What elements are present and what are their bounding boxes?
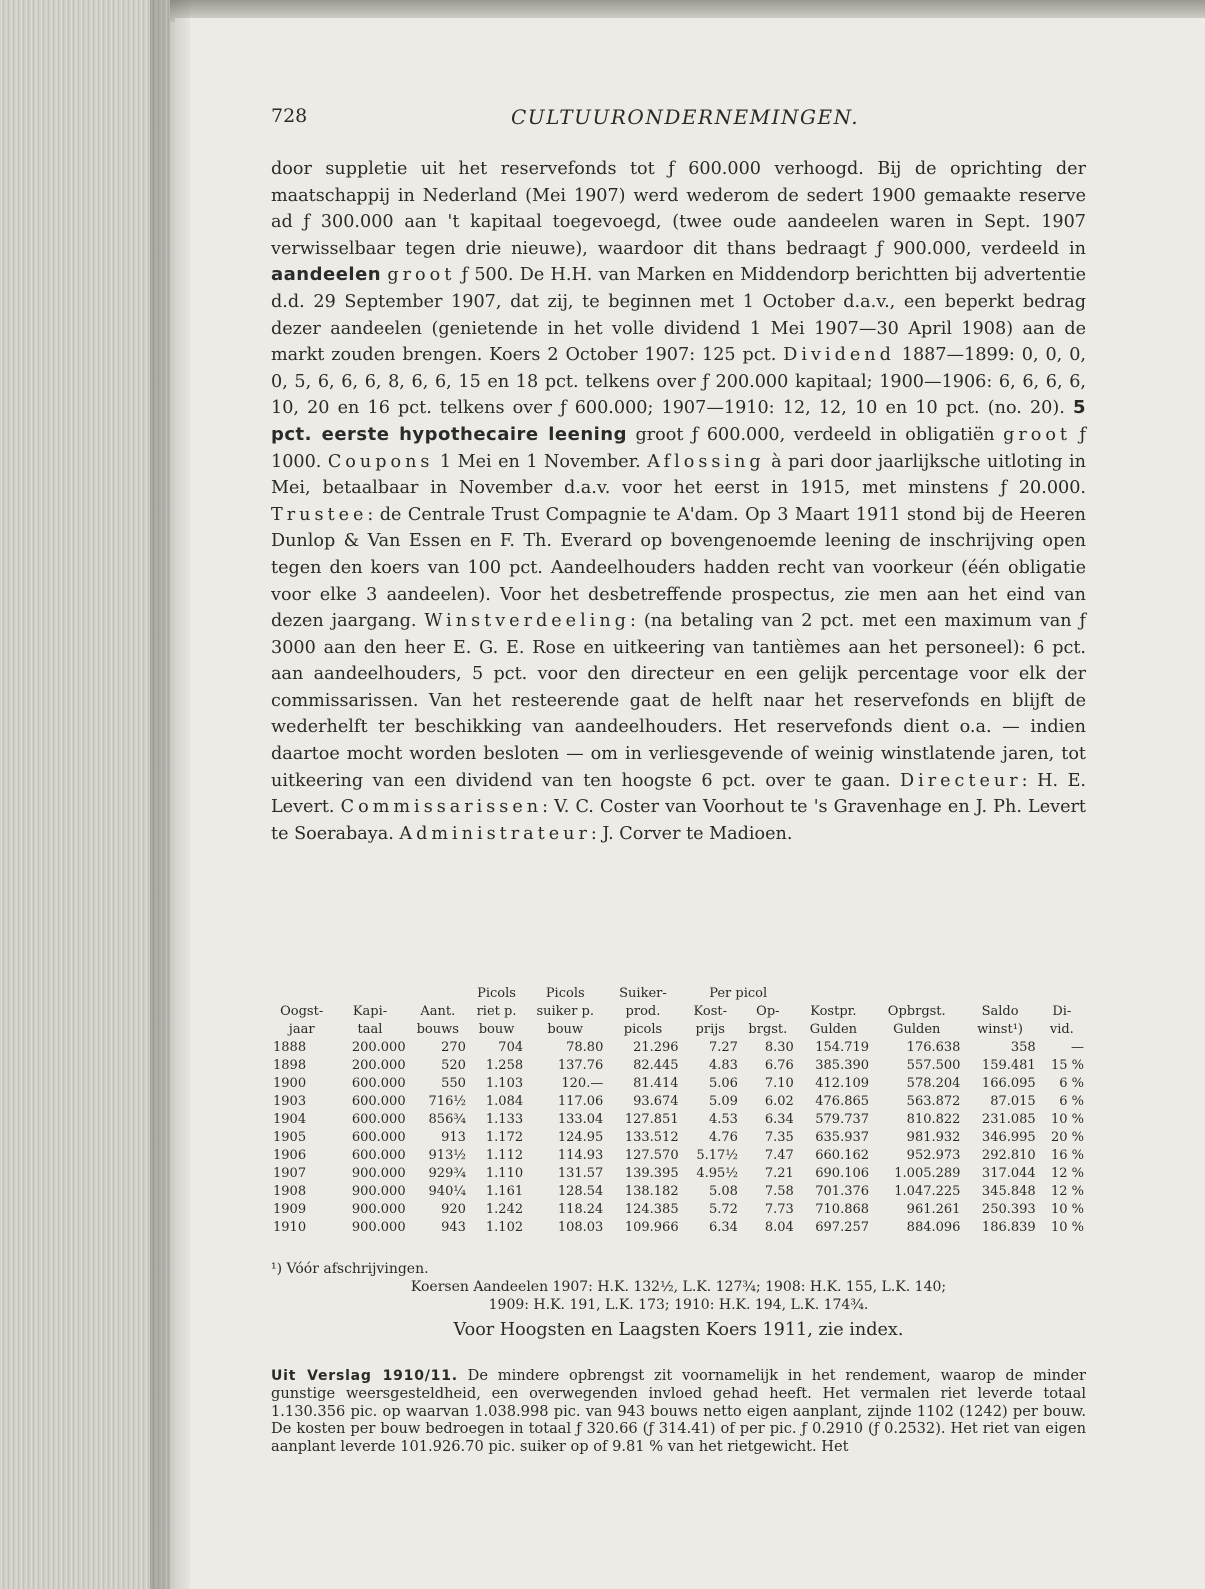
table-cell: 600.000	[351, 1076, 406, 1091]
table-cell: 600.000	[351, 1148, 406, 1163]
table-row	[271, 1219, 1086, 1237]
table-cell: 856¾	[428, 1112, 466, 1127]
table-cell: 952.973	[906, 1148, 961, 1163]
spaced-term: Dividend	[783, 345, 895, 366]
table-cell: 660.162	[815, 1148, 870, 1163]
table-cell: 292.810	[981, 1148, 1036, 1163]
table-cell: 900.000	[351, 1166, 406, 1181]
spaced-term: Administrateur	[399, 823, 591, 844]
table-cell: 600.000	[351, 1112, 406, 1127]
table-cell: 12 %	[1050, 1166, 1084, 1181]
table-cell: 128.54	[557, 1184, 604, 1199]
body-text: 1887—1899: 0, 0, 0, 0, 5, 6, 6, 6, 8, 6, 6, 15 en 18 pct. telkens over ƒ 200.000 kapitaal; 1900—1906: 6, 6, 6, 6, 10, 20 en 16 pct. telkens over ƒ 600.000; 1907—1910: 12, 12, 10 en 10 pct. (no. 20).	[271, 345, 1086, 419]
table-cell: 563.872	[906, 1094, 961, 1109]
table-cell: 1.110	[485, 1166, 524, 1181]
table-cell: Gulden	[893, 1022, 941, 1037]
table-cell: 154.719	[815, 1040, 870, 1055]
table-cell: taal	[357, 1022, 383, 1037]
table-cell: 139.395	[624, 1166, 679, 1181]
table-cell: 138.182	[624, 1184, 679, 1199]
table-cell: 1888	[273, 1040, 307, 1055]
table-cell: 200.000	[351, 1040, 406, 1055]
table-cell: 7.58	[764, 1184, 794, 1199]
table-cell: 550	[441, 1076, 466, 1091]
table-cell: 1.084	[485, 1094, 524, 1109]
table-cell: Kapi-	[352, 1004, 388, 1019]
spaced-term: Coupons	[327, 451, 434, 472]
table-cell: winst¹)	[977, 1022, 1023, 1037]
table-cell: 317.044	[981, 1166, 1036, 1181]
body-text: : J. Corver te Madioen.	[590, 823, 793, 844]
table-row	[271, 1021, 1086, 1039]
spaced-term: groot	[387, 265, 456, 286]
table-cell: 913	[441, 1130, 466, 1145]
table-cell: 704	[498, 1040, 524, 1055]
table-cell: 578.204	[906, 1076, 961, 1091]
table-cell: 21.296	[633, 1040, 679, 1055]
table-cell: 600.000	[351, 1094, 406, 1109]
table-cell: bouw	[547, 1022, 584, 1037]
table-cell: prijs	[695, 1022, 725, 1037]
table-cell	[332, 985, 407, 1003]
table-cell: 557.500	[906, 1058, 961, 1073]
table-cell: 108.03	[557, 1220, 604, 1235]
table-cell: 1905	[273, 1130, 307, 1145]
table-cell: 270	[441, 1040, 466, 1055]
verslag-paragraph	[271, 1367, 1086, 1455]
table-cell: 15 %	[1050, 1058, 1084, 1073]
table-cell: bouws	[416, 1022, 459, 1037]
table-cell: prod.	[625, 1004, 661, 1019]
table-cell: 358	[1010, 1040, 1036, 1055]
body-text: : H. E. Levert.	[271, 770, 1087, 818]
table-cell: 900.000	[351, 1220, 406, 1235]
table-cell: 124.95	[557, 1130, 604, 1145]
table-cell	[796, 985, 871, 1003]
table-cell: 1.133	[485, 1112, 524, 1127]
body-paragraph	[271, 156, 1086, 847]
table-cell: 1908	[273, 1184, 307, 1199]
table-row	[271, 1183, 1086, 1201]
table-cell	[271, 985, 332, 1003]
table-cell: 7.47	[764, 1148, 794, 1163]
spaced-term: Aflossing	[647, 451, 765, 472]
table-cell: 346.995	[981, 1130, 1036, 1145]
table-cell: 6.34	[708, 1220, 738, 1235]
table-cell: 940¼	[428, 1184, 466, 1199]
table-cell: Suiker-	[619, 986, 667, 1001]
table-cell: 133.04	[557, 1112, 604, 1127]
table-cell: 476.865	[815, 1094, 870, 1109]
table-cell: 716½	[428, 1094, 466, 1109]
table-cell: 159.481	[981, 1058, 1036, 1073]
table-cell: 900.000	[351, 1184, 406, 1199]
table-cell: 579.737	[815, 1112, 870, 1127]
verslag-label: Uit Verslag 1910/11.	[271, 1368, 458, 1384]
table-cell: 520	[441, 1058, 466, 1073]
table-cell: 929¾	[428, 1166, 466, 1181]
table-cell: 345.848	[981, 1184, 1036, 1199]
table-cell: Opbrgst.	[887, 1004, 946, 1019]
table-cell: 690.106	[815, 1166, 870, 1181]
table-cell: 920	[441, 1202, 466, 1217]
table-cell: Oogst-	[280, 1004, 324, 1019]
table-cell: picols	[623, 1022, 663, 1037]
table-row	[271, 1111, 1086, 1129]
table-cell	[962, 985, 1037, 1003]
table-cell: 900.000	[351, 1202, 406, 1217]
bold-term-aandeelen: aandeelen	[271, 264, 382, 286]
table-cell: Picols	[477, 986, 516, 1001]
table-row	[271, 1075, 1086, 1093]
spaced-term: groot	[1003, 424, 1072, 445]
table-cell: 114.93	[557, 1148, 604, 1163]
table-cell: Kostpr.	[810, 1004, 857, 1019]
table-cell: 600.000	[351, 1130, 406, 1145]
table-cell: 186.839	[981, 1220, 1036, 1235]
table-cell: 4.83	[708, 1058, 738, 1073]
table-cell: 131.57	[557, 1166, 604, 1181]
body-text: à pari door jaarlijksche uitloting in Mei, betaalbaar in November d.a.v. voor het eerst in 1915, met minstens ƒ 20.000.	[271, 451, 1086, 499]
table-cell: 884.096	[906, 1220, 961, 1235]
spaced-term: Commissarissen	[340, 797, 543, 818]
table-cell: 1906	[273, 1148, 307, 1163]
table-cell: 7.21	[764, 1166, 794, 1181]
table-cell: jaar	[288, 1022, 315, 1037]
spaced-term: Directeur	[900, 770, 1022, 791]
page-number: 728	[271, 105, 308, 127]
body-text: : de Centrale Trust Compagnie te A'dam. Op 3 Maart 1911 stond bij de Heeren Dunlop & Van Essen en F. Th. Everard op bovengenoemde leening de inschrijving open tegen den koers van 100 pct. Aandeelhouders hadden recht van voorkeur (één obligatie voor elke 3 aandeelen). Voor het desbetreffende prospectus, zie men aan het eind van dezen jaargang.	[271, 504, 1086, 632]
table-row	[271, 1129, 1086, 1147]
spaced-term: Trustee	[271, 504, 368, 525]
table-cell: 109.966	[624, 1220, 679, 1235]
table-cell: 81.414	[633, 1076, 679, 1091]
koersen-line: Koersen Aandeelen 1907: H.K. 132½, L.K. 127¾; 1908: H.K. 155, L.K. 140;	[410, 1279, 947, 1295]
table-cell: Aant.	[420, 1004, 456, 1019]
book-page-edges	[0, 0, 170, 1589]
table-cell: 1907	[273, 1166, 307, 1181]
table-cell: 12 %	[1050, 1184, 1084, 1199]
table-cell: 1.242	[485, 1202, 524, 1217]
body-text: : (na betaling van 2 pct. met een maximum van ƒ 3000 aan den heer E. G. E. Rose en uitkeering van tantièmes aan het personeel): 6 pct. aan aandeelhouders, 5 pct. voor den directeur en een gelijk percentage voor elk der commissarissen. Van het resteerende gaat de helft naar het reservefonds en blijft de wederhelft ter beschikking van aandeelhouders. Het reservefonds dient o.a. — indien daartoe mocht worden besloten — om in verliesgevende of weinig winstlatende jaren, tot uitkeering van een dividend van ten hoogste 6 pct. over te gaan.	[271, 611, 1086, 791]
table-cell: 6 %	[1059, 1076, 1084, 1091]
table-cell: 124.385	[624, 1202, 679, 1217]
table-cell: 810.822	[906, 1112, 961, 1127]
table-cell: 5.72	[708, 1202, 738, 1217]
table-cell: 8.30	[764, 1040, 794, 1055]
table-row	[271, 1147, 1086, 1165]
page-header	[271, 105, 1101, 135]
table-cell: 10 %	[1050, 1112, 1084, 1127]
table-cell: 412.109	[815, 1076, 870, 1091]
table-cell: 1.102	[485, 1220, 524, 1235]
table-cell: 913½	[428, 1148, 466, 1163]
table-cell: bouw	[478, 1022, 515, 1037]
table-cell: 137.76	[557, 1058, 604, 1073]
table-cell: 1.103	[485, 1076, 524, 1091]
table-cell: 200.000	[351, 1058, 406, 1073]
table-cell: 1.258	[485, 1058, 524, 1073]
table-cell: Op-	[756, 1004, 780, 1019]
table-row	[271, 985, 1086, 1003]
table-cell: 635.937	[815, 1130, 870, 1145]
table-row	[271, 1165, 1086, 1183]
table-cell: 78.80	[566, 1040, 604, 1055]
table-cell: 4.95½	[696, 1166, 738, 1181]
table-cell: 943	[441, 1220, 466, 1235]
table-cell: 1909	[273, 1202, 307, 1217]
table-cell: 127.851	[624, 1112, 679, 1127]
spaced-term: Winstverdeeling	[424, 611, 630, 632]
body-text: ƒ 500. De H.H. van Marken en Middendorp berichtten bij advertentie d.d. 29 September 1907, dat zij, te beginnen met 1 October d.a.v., een beperkt bedrag dezer aandeelen (genietende in het volle dividend 1 Mei 1907—30 April 1908) aan de markt zouden brengen. Koers 2 October 1907: 125 pct.	[271, 265, 1086, 366]
table-cell: vid.	[1049, 1022, 1074, 1037]
table-cell: 10 %	[1050, 1220, 1084, 1235]
spine-shadow	[150, 0, 190, 1589]
table-cell: brgst.	[748, 1022, 788, 1037]
table-cell: 20 %	[1050, 1130, 1084, 1145]
table-cell: Di-	[1052, 1004, 1072, 1019]
table-cell: 1.161	[485, 1184, 524, 1199]
koersen-block	[271, 1278, 1086, 1314]
table-row	[271, 1093, 1086, 1111]
table-cell: 981.932	[906, 1130, 961, 1145]
table-cell: 120.—	[561, 1076, 604, 1091]
body-text: : V. C. Coster van Voorhout te 's Gravenhage en J. Ph. Levert te Soerabaya.	[271, 797, 1086, 844]
production-table	[271, 985, 1086, 1237]
table-cell	[871, 985, 962, 1003]
table-cell: 250.393	[981, 1202, 1036, 1217]
table-cell: 7.73	[764, 1202, 794, 1217]
table-cell: 697.257	[815, 1220, 870, 1235]
body-text: door suppletie uit het reservefonds tot ƒ 600.000 verhoogd. Bij de oprichting der maatschappij in Nederland (Mei 1907) werd wederom de sedert 1900 gemaakte reserve ad ƒ 300.000 aan 't kapitaal toegevoegd, (twee oude aandeelen waren in Sept. 1907 verwisselbaar tegen drie nieuwe), waardoor dit thans bedraagt ƒ 900.000, verdeeld in	[271, 159, 1086, 259]
table-row	[271, 1039, 1086, 1057]
table-row	[271, 1201, 1086, 1219]
table-cell	[408, 985, 468, 1003]
table-cell: suiker p.	[536, 1004, 595, 1019]
footnote: ¹) Vóór afschrijvingen.	[271, 1261, 429, 1277]
table-cell: riet p.	[476, 1004, 517, 1019]
table-cell: 7.27	[708, 1040, 738, 1055]
table-body	[271, 985, 1086, 1237]
table-cell: 117.06	[557, 1094, 604, 1109]
table-cell: 7.35	[764, 1130, 794, 1145]
table-cell: 961.261	[906, 1202, 961, 1217]
table-cell: 6.76	[764, 1058, 794, 1073]
table-cell: 87.015	[990, 1094, 1036, 1109]
table-cell: 4.53	[708, 1112, 738, 1127]
table-cell	[1038, 985, 1086, 1003]
table-cell: Saldo	[981, 1004, 1019, 1019]
table-cell: 6.34	[764, 1112, 794, 1127]
table-cell: 7.10	[764, 1076, 794, 1091]
table-cell: 93.674	[633, 1094, 679, 1109]
table-cell: 6 %	[1059, 1094, 1084, 1109]
table-cell: 1903	[273, 1094, 307, 1109]
table-cell: 701.376	[815, 1184, 870, 1199]
table-cell: 133.512	[624, 1130, 679, 1145]
table-cell: 5.06	[708, 1076, 738, 1091]
bold-term-leening: 5 pct. eerste hypothecaire leening	[271, 397, 1086, 445]
table-cell: 16 %	[1050, 1148, 1084, 1163]
table-cell: 1.047.225	[894, 1184, 961, 1199]
table-cell: 1904	[273, 1112, 307, 1127]
table-cell: 127.570	[624, 1148, 679, 1163]
table-cell: 82.445	[633, 1058, 679, 1073]
table-cell: Gulden	[809, 1022, 858, 1037]
table-cell: 5.09	[708, 1094, 738, 1109]
table-cell: 118.24	[557, 1202, 604, 1217]
body-text: 1 Mei en 1 November.	[433, 451, 648, 472]
table-cell: Kost-	[693, 1004, 727, 1019]
table-cell: —	[1071, 1040, 1084, 1055]
table-cell: 1910	[273, 1220, 307, 1235]
body-text: ƒ 1000.	[271, 424, 1086, 472]
table-cell: 1.005.289	[894, 1166, 961, 1181]
table-cell: 176.638	[906, 1040, 961, 1055]
koersen-line: 1909: H.K. 191, L.K. 173; 1910: H.K. 194, L.K. 174¾.	[488, 1297, 869, 1313]
table-cell: 166.095	[981, 1076, 1036, 1091]
verslag-text: De mindere opbrengst zit voornamelijk in het rendement, waarop de minder gunstige weersgesteldheid, een overwegenden invloed gehad heeft. Het vermalen riet leverde totaal 1.130.356 pic. op waarvan 1.038.998 pic. van 943 bouws netto eigen aanplant, zijnde 1102 (1242) per bouw. De kosten per bouw bedroegen in totaal ƒ 320.66 (ƒ 314.41) of per pic. ƒ 0.2910 (ƒ 0.2532). Het riet van eigen aanplant leverde 101.926.70 pic. suiker op of 9.81 % van het rietgewicht. Het	[271, 1367, 1086, 1455]
table-cell: 4.76	[708, 1130, 738, 1145]
table-cell: 1.112	[485, 1148, 524, 1163]
running-title: CULTUURONDERNEMINGEN.	[511, 105, 860, 129]
table-cell: 1898	[273, 1058, 307, 1073]
table-cell: 1900	[273, 1076, 307, 1091]
table-cell: 710.868	[815, 1202, 870, 1217]
table-cell: Picols	[545, 986, 585, 1001]
body-text: groot ƒ 600.000, verdeeld in obligatiën	[627, 424, 1004, 445]
table-cell: 10 %	[1050, 1202, 1084, 1217]
table-row	[271, 1003, 1086, 1021]
table-row	[271, 1057, 1086, 1075]
hoogsten-note: Voor Hoogsten en Laagsten Koers 1911, zie index.	[453, 1320, 904, 1340]
table-cell: 385.390	[815, 1058, 870, 1073]
table-cell: 231.085	[981, 1112, 1036, 1127]
table-cell: Per picol	[709, 986, 768, 1001]
table-cell: 8.04	[764, 1220, 794, 1235]
table-cell: 5.08	[708, 1184, 738, 1199]
table-cell: 6.02	[764, 1094, 794, 1109]
table-cell: 5.17½	[696, 1148, 738, 1163]
table-cell: 1.172	[485, 1130, 524, 1145]
